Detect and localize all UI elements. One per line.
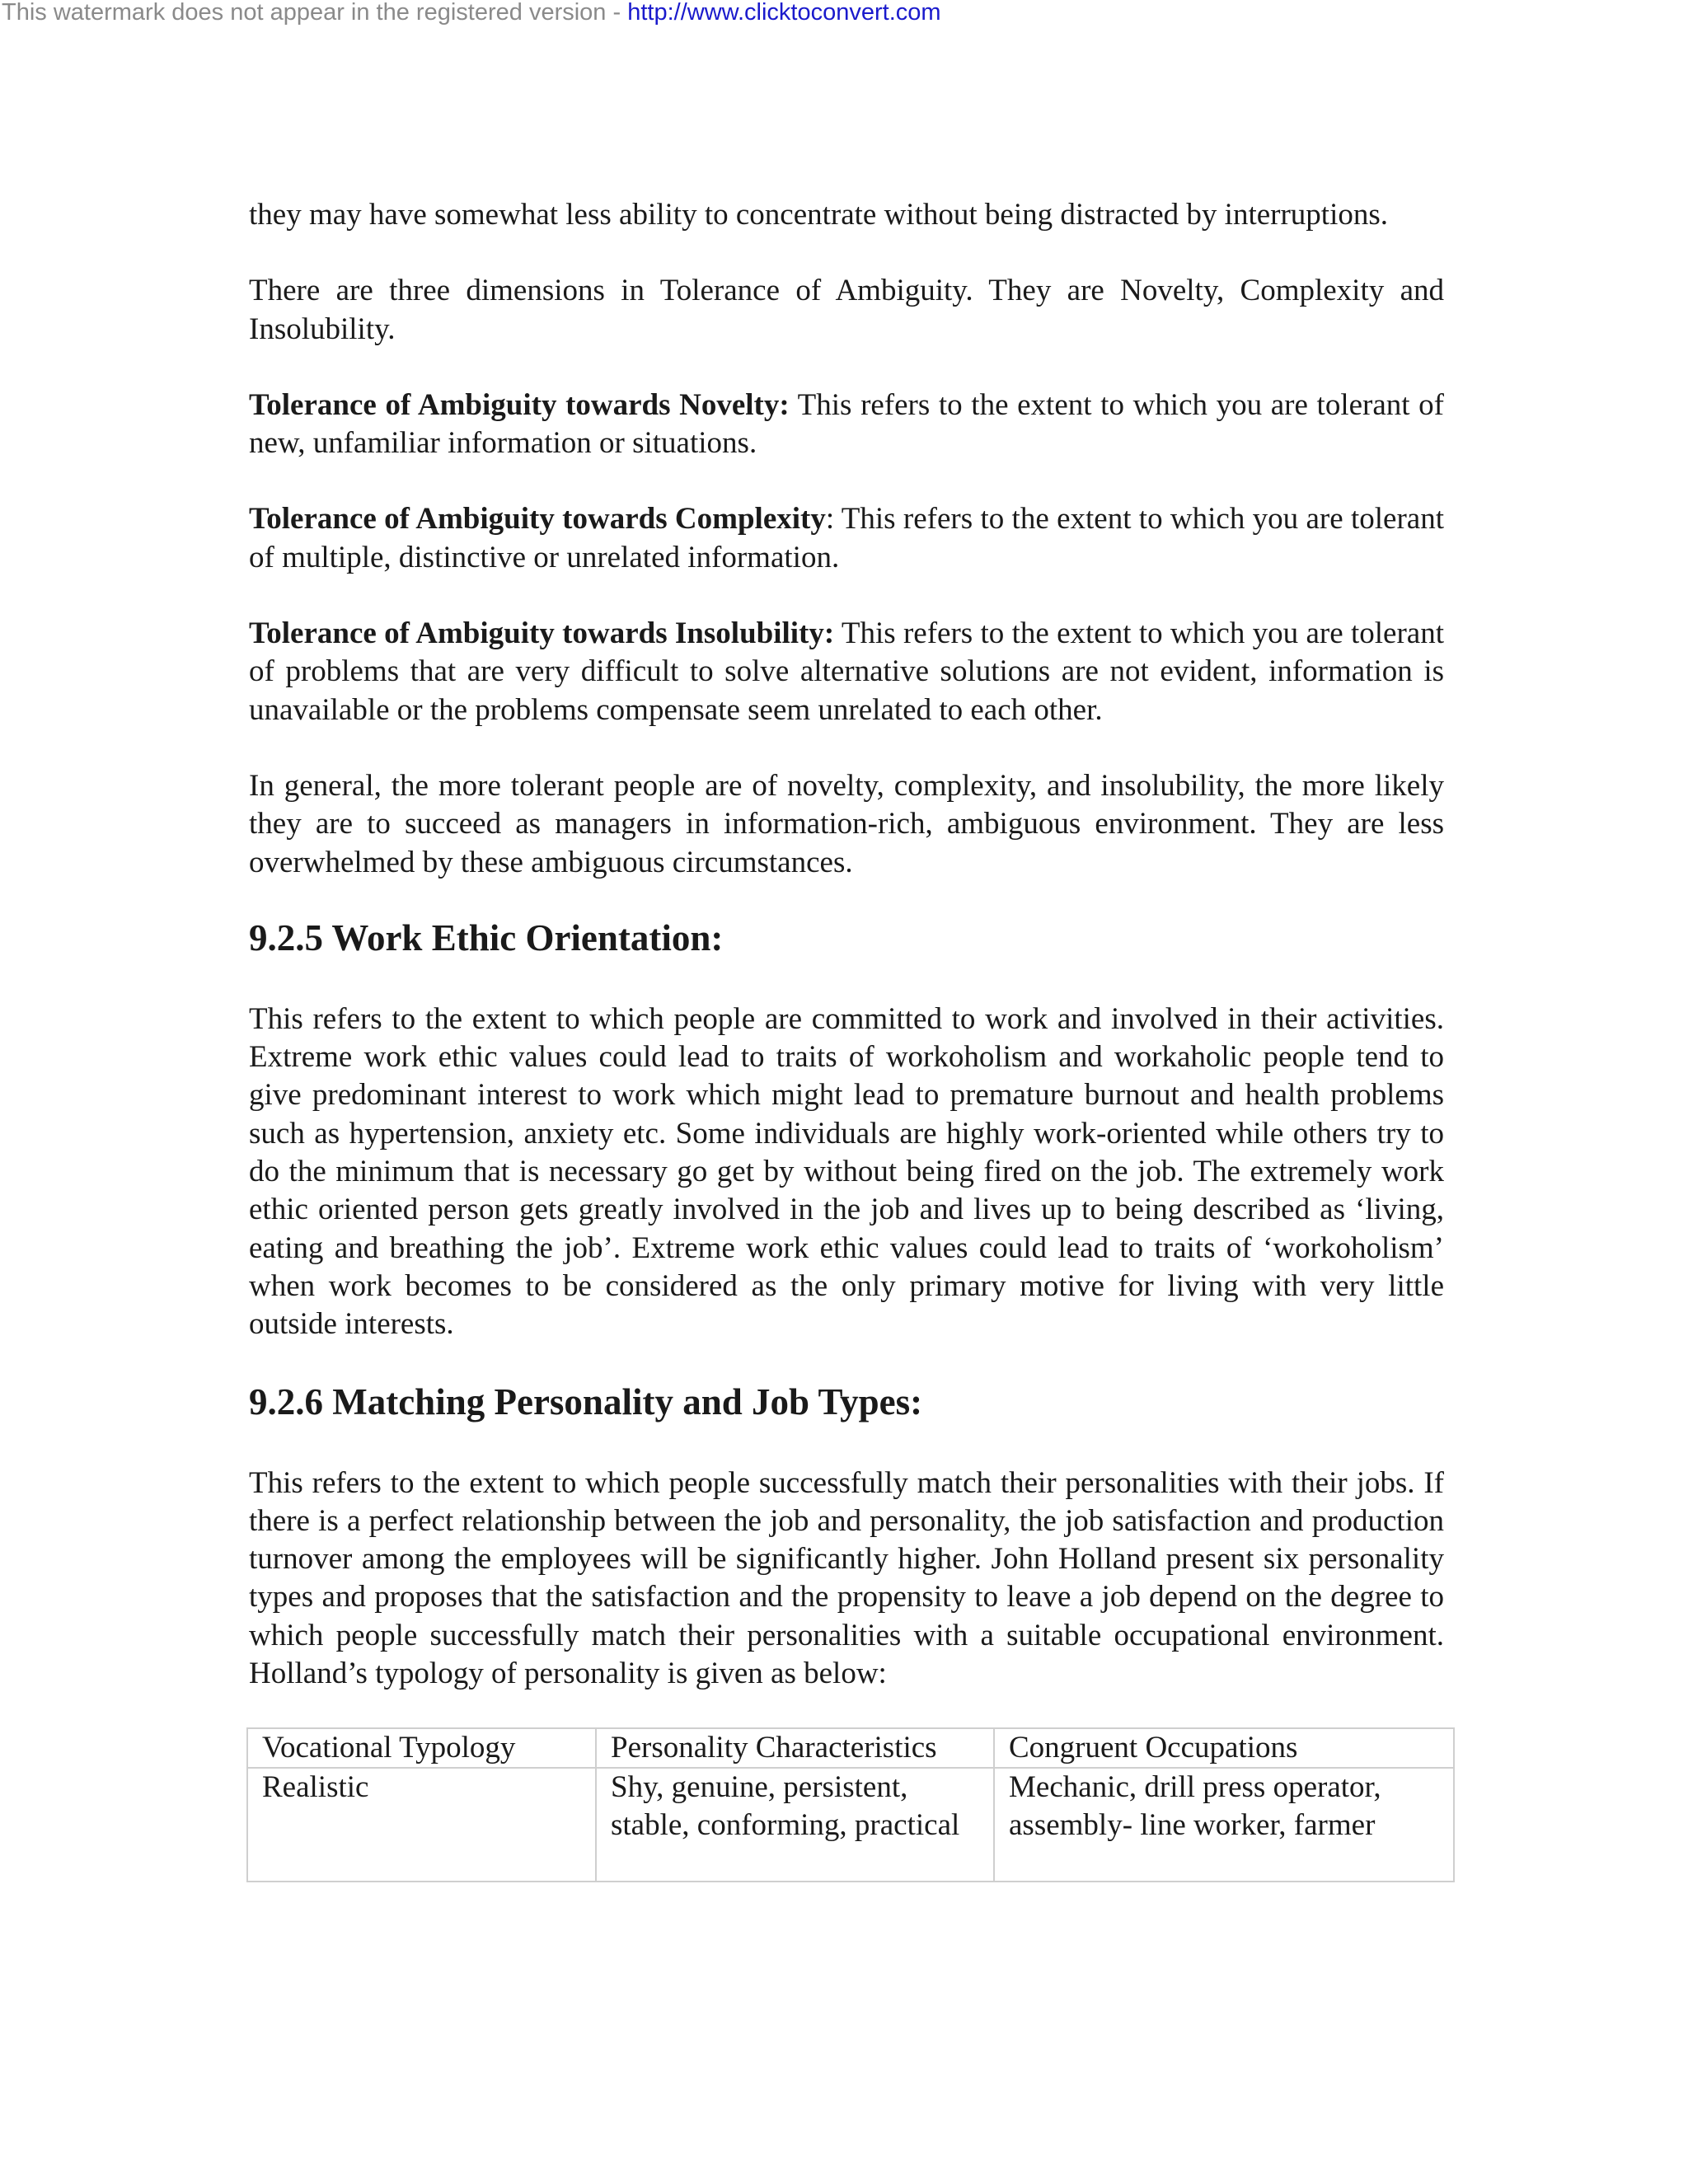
table-header-cell: Personality Characteristics xyxy=(596,1728,994,1768)
paragraph-general-tolerance: In general, the more tolerant people are of novelty, complexity, and insolubility, the more likely they are to succeed as managers in information-rich, ambiguous environment. They are less overwhelmed by these ambiguous circumstances. xyxy=(249,768,1444,879)
insolubility-term: Tolerance of Ambiguity towards Insolubility: xyxy=(249,616,835,651)
complexity-term: Tolerance of Ambiguity towards Complexity xyxy=(249,502,826,537)
novelty-definition: This refers to the extent to which you are tolerant of new, unfamiliar information or situations. xyxy=(249,387,1444,461)
heading-work-ethic: 9.2.5 Work Ethic Orientation: xyxy=(249,916,724,958)
watermark-banner xyxy=(2,0,941,26)
novelty-term: Tolerance of Ambiguity towards Novelty: xyxy=(249,387,790,422)
insolubility-definition: This refers to the extent to which you are tolerant of problems that are very difficult to solve alternative solutions are not evident, information is unavailable or the problems compensate seem unrelated to each other. xyxy=(249,616,1444,727)
paragraph-complexity xyxy=(249,500,1444,577)
table-cell: Mechanic, drill press operator, assembly- line worker, farmer xyxy=(994,1768,1454,1882)
table-row xyxy=(247,1768,1454,1882)
table-header-cell: Congruent Occupations xyxy=(994,1728,1454,1768)
paragraph-insolubility xyxy=(249,615,1444,729)
watermark-link[interactable]: http://www.clicktoconvert.com xyxy=(627,0,941,26)
complexity-definition: : This refers to the extent to which you are tolerant of multiple, distinctive or unrelated information. xyxy=(249,502,1444,574)
paragraph-three-dimensions: There are three dimensions in Tolerance of Ambiguity. They are Novelty, Complexity and Insolubility. xyxy=(249,274,1444,346)
heading-matching-personality: 9.2.6 Matching Personality and Job Types: xyxy=(249,1380,923,1422)
watermark-text: This watermark does not appear in the registered version - xyxy=(2,0,628,26)
paragraph-work-ethic: This refers to the extent to which people are committed to work and involved in their activities. Extreme work ethic values could lead to traits of workoholism and workaholic people tend to give predominant interest to work which might lead to premature burnout and health problems such as hypertension, anxiety etc. Some individuals are highly work-oriented while others try to do the minimum that is necessary go get by without being fired on the job. The extremely work ethic oriented person gets greatly involved in the job and lives up to being described as ‘living, eating and breathing the job’. Extreme work ethic values could lead to traits of ‘workoholism’ when work becomes to be considered as the only primary motive for living with very little outside interests. xyxy=(249,1001,1444,1342)
paragraph-novelty xyxy=(249,387,1444,463)
document-body xyxy=(249,196,1444,1882)
table-cell: Realistic xyxy=(247,1768,596,1882)
table-header-row xyxy=(247,1728,1454,1768)
holland-typology-table xyxy=(246,1727,1455,1882)
table-cell: Shy, genuine, persistent, stable, conforming, practical xyxy=(596,1768,994,1882)
table-header-cell: Vocational Typology xyxy=(247,1728,596,1768)
paragraph-matching-personality: This refers to the extent to which people successfully match their personalities with their jobs. If there is a perfect relationship between the job and personality, the job satisfaction and production turnover among the employees will be significantly higher. John Holland present six personality types and proposes that the satisfaction and the propensity to leave a job depend on the degree to which people successfully match their personalities with a suitable occupational environment. Holland’s typology of personality is given as below: xyxy=(249,1465,1444,1691)
paragraph-concentration: they may have somewhat less ability to concentrate without being distracted by interruptions. xyxy=(249,198,1389,232)
